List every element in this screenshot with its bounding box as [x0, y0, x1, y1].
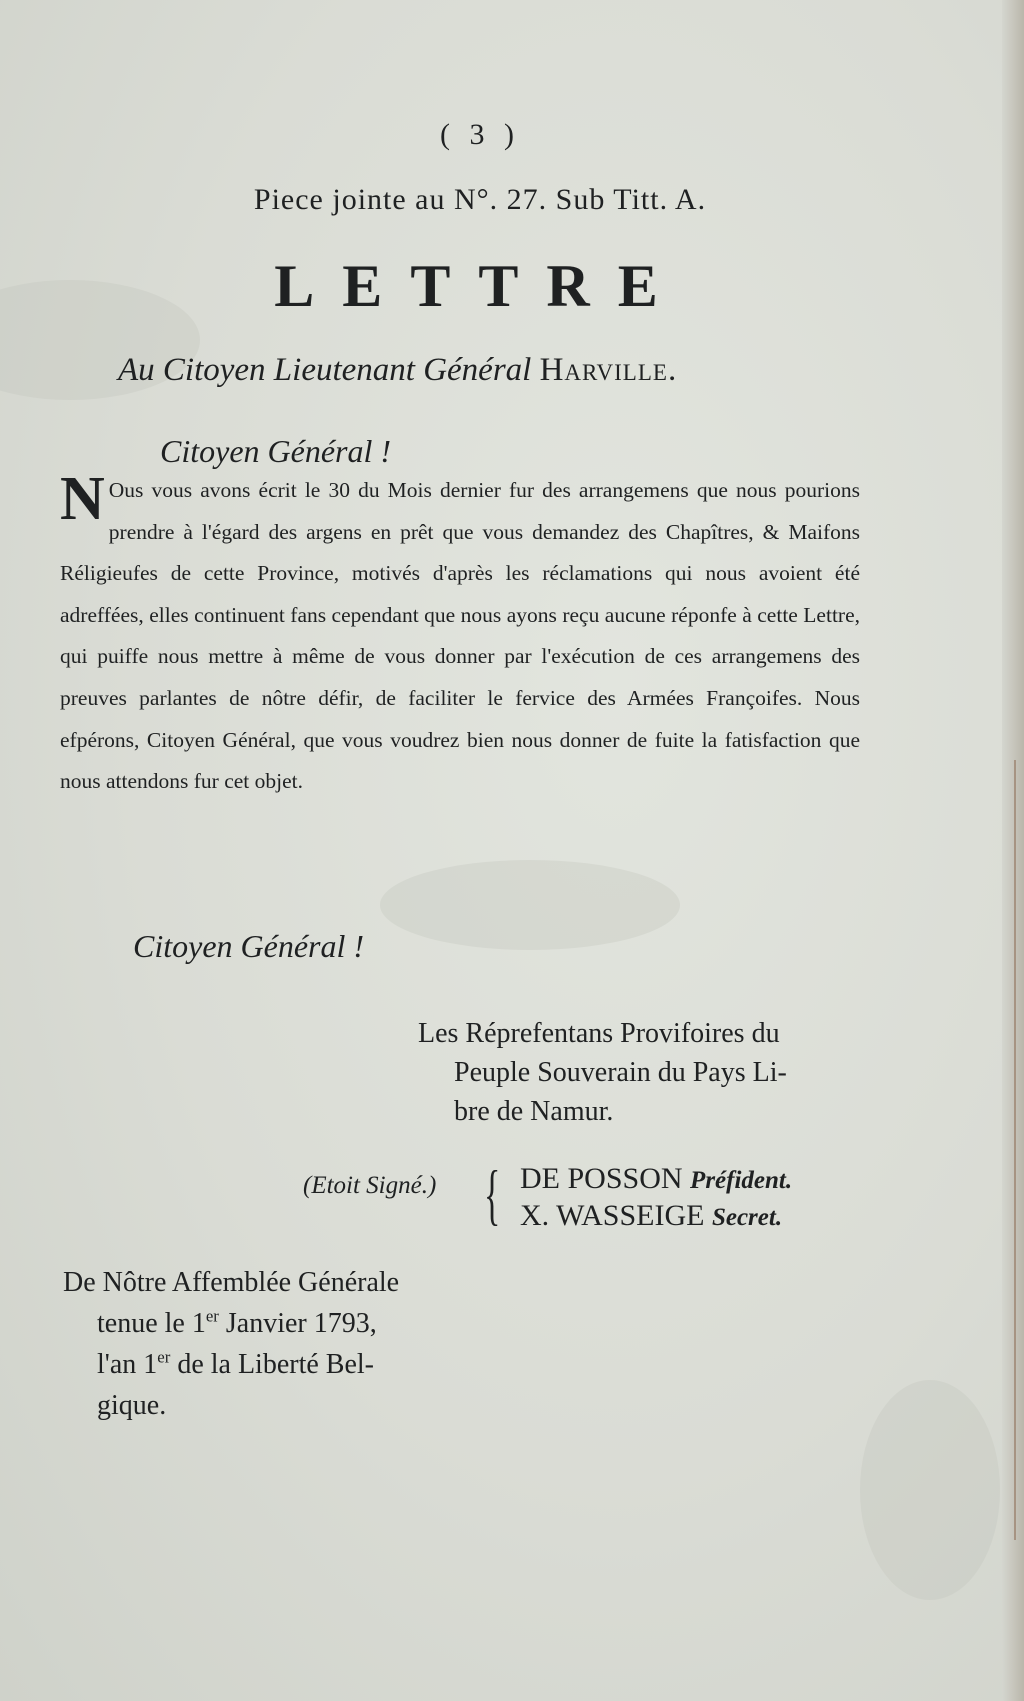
place-date-block — [63, 1262, 503, 1426]
letter-body-text: Ous vous avons écrit le 30 du Mois dernier fur des arrangemens que nous pourions prendre à l'égard des argens en prêt que vous demandez des Chapîtres, & Maifons Réligieufes de cette Province, motivés d'après les réclamations qui nous avoient été adreffées, elles continuent fans cependant que nous ayons reçu aucune réponfe à cette Lettre, qui puiffe nous mettre à même de vous donner par l'exécution de ces arrangemens des preuves parlantes de nôtre défir, de faciliter le fervice des Armées Françoifes. Nous efpérons, Citoyen Général, que vous voudrez bien nous donner de fuite la fatisfaction que nous attendons fur cet objet. — [60, 478, 860, 794]
document-reference: Piece jointe au N°. 27. Sub Titt. A. — [253, 183, 707, 216]
page-title: LETTRE — [274, 253, 686, 319]
place-date-line: gique. — [97, 1390, 167, 1421]
signature-role: Secret. — [711, 1204, 783, 1231]
place-date-line — [63, 1303, 503, 1344]
brace-icon: { — [484, 1156, 501, 1232]
signature-line — [520, 1162, 792, 1196]
signature-name: X. WASSEIGE — [520, 1199, 705, 1232]
place-date-line — [63, 1344, 503, 1385]
page-number: ( 3 ) — [440, 118, 520, 151]
drop-cap: N — [60, 465, 105, 533]
paper-stain — [380, 860, 680, 950]
closing-salutation: Citoyen Général ! — [133, 928, 365, 964]
ordinal-suffix: er — [157, 1347, 171, 1367]
year-text: l'an 1 — [97, 1349, 158, 1380]
signatory-block — [418, 1014, 858, 1131]
page-edge — [1002, 0, 1024, 1701]
signature-role: Préfident. — [690, 1167, 793, 1194]
year-text: de la Liberté Bel- — [170, 1349, 374, 1380]
paper-stain — [860, 1380, 1000, 1600]
addressee-prefix: Au Citoyen Lieutenant Général — [118, 352, 532, 388]
signature-line — [520, 1199, 782, 1233]
addressee-line — [118, 352, 677, 389]
addressee-name: Harville. — [539, 352, 678, 388]
date-text: Janvier 1793, — [218, 1308, 377, 1339]
signatory-line: Peuple Souverain du Pays Li- — [454, 1057, 787, 1088]
letter-body — [60, 465, 860, 803]
signatory-line: bre de Namur. — [454, 1096, 614, 1127]
signed-note: (Etoit Signé.) — [303, 1172, 437, 1199]
signature-name: DE POSSON — [520, 1162, 683, 1195]
opening-salutation: Citoyen Général ! — [160, 433, 392, 469]
place-date-line: De Nôtre Affemblée Générale — [63, 1267, 400, 1298]
page-edge-shadow — [1014, 760, 1016, 1540]
signatory-line: Les Réprefentans Provifoires du — [418, 1018, 780, 1049]
ordinal-suffix: er — [205, 1306, 219, 1326]
date-text: tenue le 1 — [97, 1308, 206, 1339]
